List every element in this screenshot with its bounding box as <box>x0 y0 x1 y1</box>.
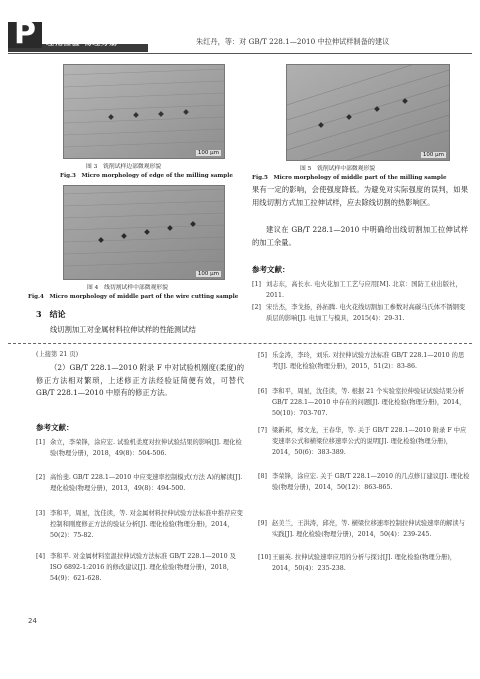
figure-3-caption-en: Fig.3 Micro morphology of edge of the milling sample <box>60 173 233 179</box>
reference-number: [1] <box>252 281 261 288</box>
journal-name: 理化检验-物理分册 <box>46 38 118 47</box>
article-separator <box>8 343 472 344</box>
reference-item <box>258 425 470 458</box>
paragraph: （2）GB/T 228.1—2010 附录 F 中对试验机刚度(柔度)的修正方法相对繁琐，上述修正方法经验证简便有效，可替代 GB/T 228.1—2010 中原有的修正方法。 <box>36 363 244 397</box>
reference-text: 刘志东，高长水. 电火花加工工艺与应用[M]. 北京：国防工业出版社，2011. <box>266 281 462 299</box>
reference-item <box>36 508 244 541</box>
reference-text: 李荣锋，涂应宏. 关于 GB/T 228.1—2010 的几点修订建议[J]. 理化检验(物理分册)，2014，50(12)：863-865. <box>272 473 470 491</box>
paragraph: 果有一定的影响，会使强度降低。为避免对实际强度的误判，如果用线切割方式加工拉伸试样，应去除线切割的热影响区。 <box>252 185 468 207</box>
reference-number: [9] <box>258 520 267 527</box>
journal-logo-letter: P <box>14 16 36 51</box>
reference-text: 余立，李荣锋，涂应宏. 试验机柔度对拉伸试验结果的影响[J]. 理化检验(物理分册)，2018，49(8)：504-506. <box>50 439 242 457</box>
reference-number: [10] <box>258 554 271 561</box>
reference-number: [5] <box>258 352 267 359</box>
reference-text: 梁新邦，郑文龙，王春华，等. 关于 GB/T 228.1—2010 附录 F 中应变速率公式和横梁位移速率公式的说明[J]. 理化检验(物理分册)，2014，50(6)：383-389. <box>272 427 467 456</box>
reference-text: 王丽英. 拉伸试验速率应用的分析与探讨[J]. 理化检验(物理分册)，2014，50(4)：235-238. <box>272 554 457 572</box>
figure-5-micrograph <box>286 64 450 161</box>
scale-bar-label: 100 μm <box>197 150 219 156</box>
reference-number: [2] <box>36 474 45 481</box>
reference-number: [1] <box>36 439 45 446</box>
figure-5-caption-en: Fig.5 Micro morphology of middle part of the milling sample <box>252 175 447 181</box>
reference-item <box>36 437 244 459</box>
reference-item <box>258 552 470 574</box>
reference-item <box>258 518 470 540</box>
reference-item <box>252 279 468 301</box>
reference-text: 高怡斐. GB/T 228.1—2010 中应变速率控制模式(方法 A)的解读[J]. 理化检验(物理分册)，2013，49(8)：494-500. <box>50 474 243 492</box>
reference-text: 宋岳杰，李戈扬，孙拓腾. 电火花线切割加工参数对高碳马氏体不锈钢变质层的影响[J]. 电加工与模具，2015(4)：29-31. <box>266 304 466 322</box>
scale-bar-label: 100 μm <box>422 152 444 158</box>
figure-4-caption-en: Fig.4 Micro morphology of middle part of the wire cutting sample <box>28 294 239 300</box>
reference-number: [8] <box>258 473 267 480</box>
section-heading: 3 结论 <box>36 309 66 319</box>
reference-number: [3] <box>36 510 45 517</box>
reference-item <box>36 472 244 494</box>
reference-number: [2] <box>252 304 261 311</box>
header-rule <box>8 53 472 54</box>
figure-4-caption-cn: 图 4 线切割试样中部微观形貌 <box>87 285 168 291</box>
reference-item <box>36 551 244 584</box>
reference-item <box>258 386 470 419</box>
reference-item <box>252 302 468 324</box>
figure-4-micrograph <box>63 185 225 280</box>
references-heading: 参考文献： <box>252 265 290 274</box>
figure-5-caption-cn: 图 5 铣削试样中部微观形貌 <box>300 166 376 172</box>
reference-text: 李和平，周星，沈佳读，等. 根据 21 个实验室拉伸验证试验结果分析 GB/T 228.1—2010 中存在的问题[J]. 理化检验(物理分册)，2014，50(10)：703-707. <box>272 388 466 417</box>
reference-number: [6] <box>258 388 267 395</box>
continued-note: (上接第 21 页) <box>36 351 79 358</box>
figure-3-caption-cn: 图 3 铣削试样边部微观形貌 <box>86 164 162 170</box>
running-title: 朱红丹，等：对 GB/T 228.1—2010 中拉伸试样制备的建议 <box>196 37 390 46</box>
scale-bar-label: 100 μm <box>197 271 219 277</box>
figure-3-micrograph <box>63 64 225 159</box>
paragraph: 建议在 GB/T 228.1—2010 中明确给出线切割加工拉伸试样的加工余量。 <box>252 225 468 247</box>
page-number: 24 <box>28 617 37 625</box>
reference-item <box>258 471 470 493</box>
reference-item <box>258 350 470 372</box>
reference-text: 乐金涛，李玲，刘乐. 对拉伸试验方法标准 GB/T 228.1—2010 的思考[J]. 理化检验(物理分册)，2015，51(2)：83-86. <box>272 352 465 370</box>
reference-number: [4] <box>36 553 45 560</box>
paragraph: 线切割加工对金属材料拉伸试样的性能测试结 <box>50 325 196 334</box>
reference-text: 李和平，周星，沈佳读，等. 对金属材料拉伸试验方法标准中推荐应变控制和刚度修正方法的验证分析[J]. 理化检验(物理分册)，2014，50(2)：75-82. <box>50 510 243 539</box>
reference-number: [7] <box>258 427 267 434</box>
reference-text: 李和平. 对金属材料室温拉伸试验方法标准 GB/T 228.1—2010 及 ISO 6892-1:2016 的修改建议[J]. 理化检验(物理分册)，2018，54(9)：621-628. <box>50 553 236 582</box>
references-heading: 参考文献： <box>36 423 74 432</box>
reference-text: 赵美兰，王洪涛，邱亮，等. 横梁位移速率控制拉伸试验速率的解读与实践[J]. 理化检验(物理分册)，2014，50(4)：239-245. <box>272 520 465 538</box>
